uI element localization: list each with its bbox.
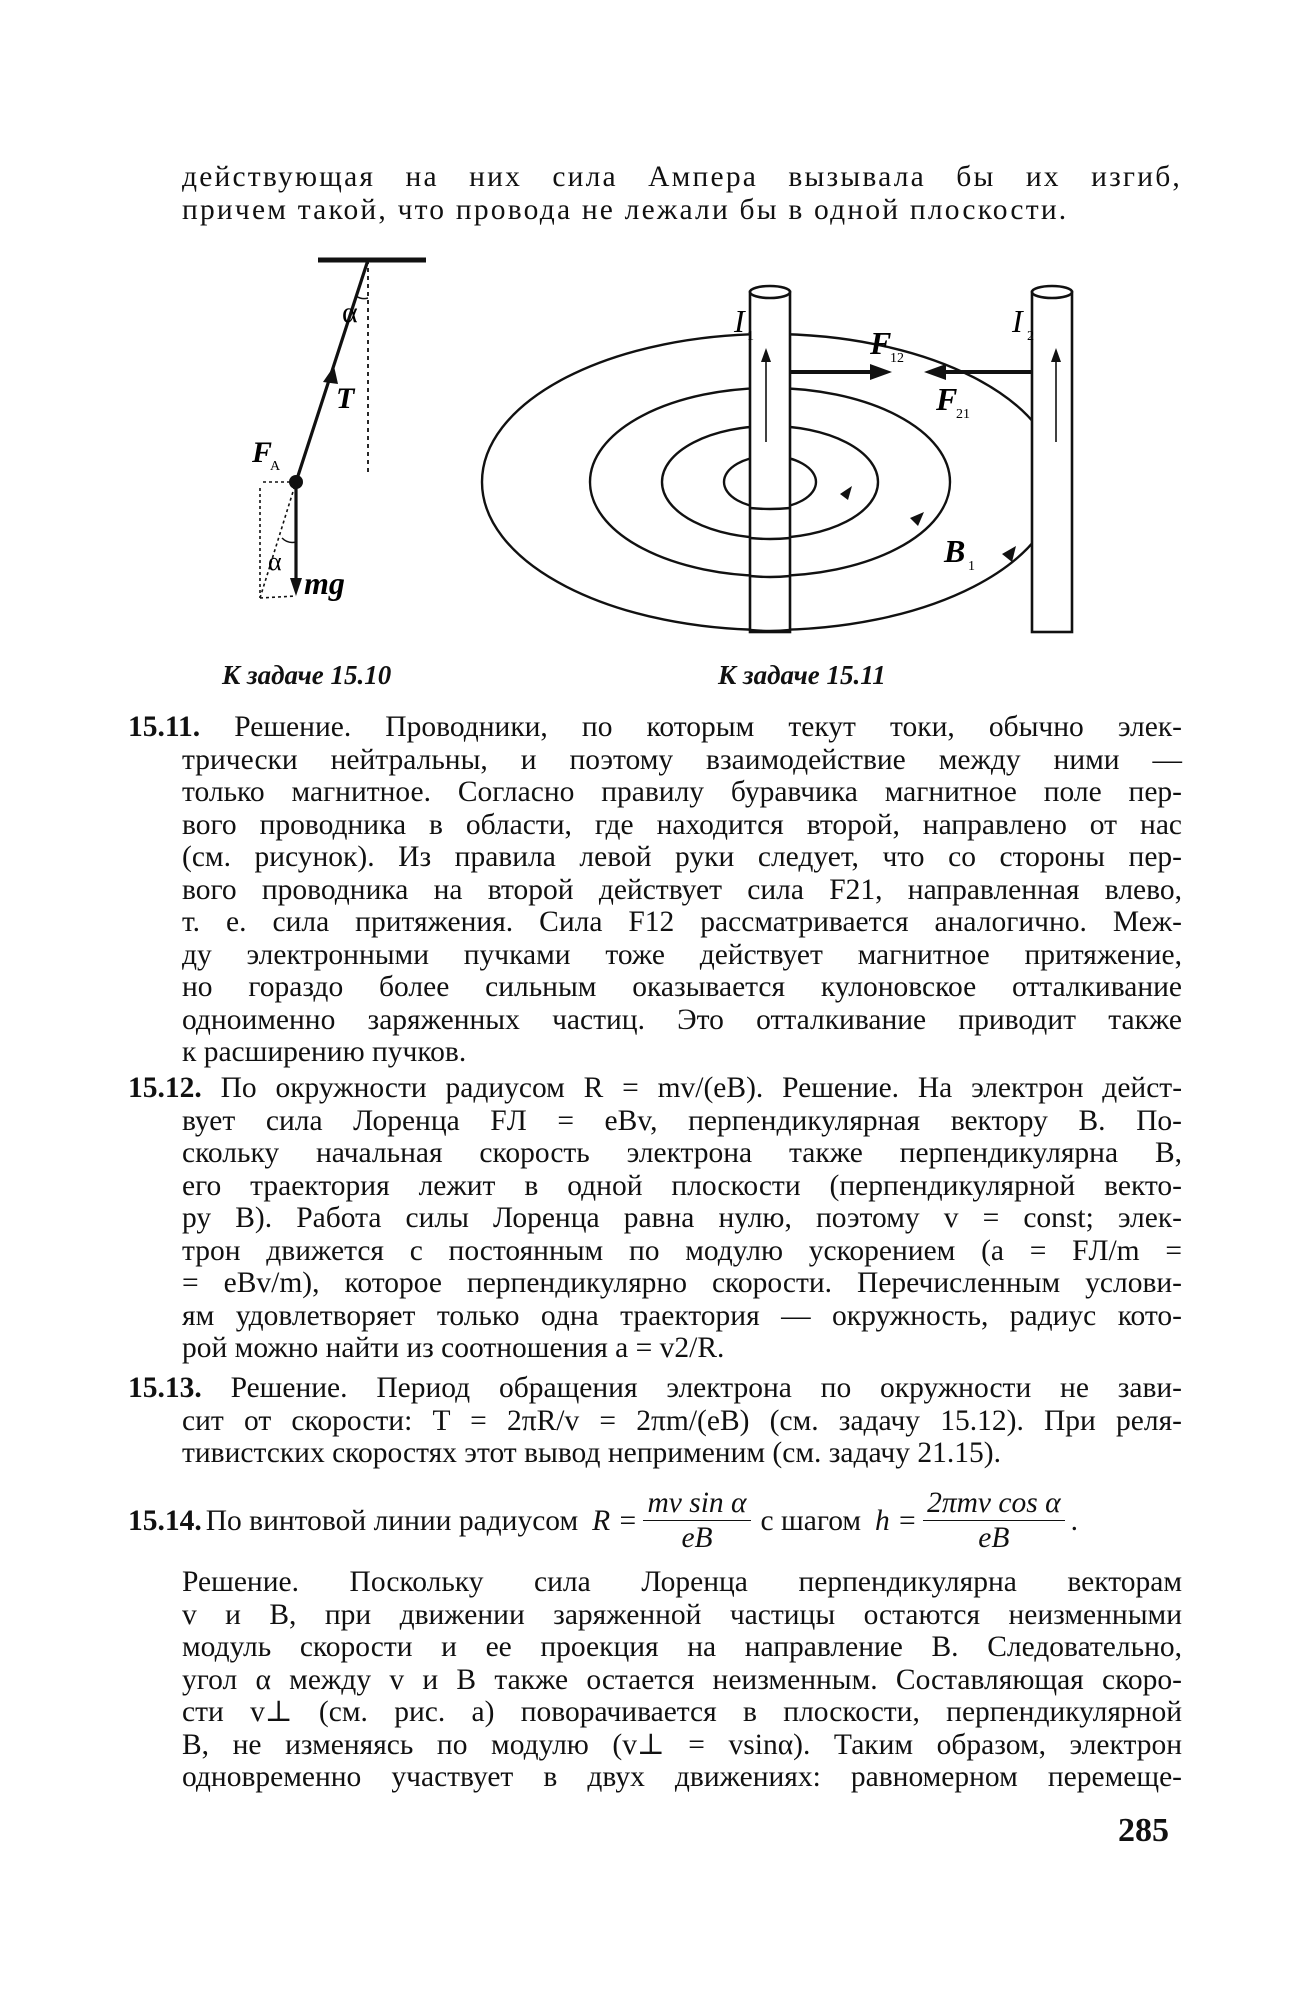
- problem-15-14-number: 15.14.: [128, 1504, 202, 1537]
- field-line-3-front: [750, 576, 790, 577]
- formula-h-lhs: h =: [875, 1504, 918, 1537]
- problem-15-12-line-7: = eBv/m), которое перпендикулярно скорости. Перечисленным услови-: [182, 1267, 1182, 1299]
- problem-15-14-line-6: B, не изменяясь по модулю (v⊥ = vsinα). Таким образом, электрон: [182, 1728, 1182, 1761]
- conductor-2: [1032, 292, 1072, 632]
- problem-15-11-line-4: вого проводника в области, где находится второй, направлено от нас: [182, 808, 1182, 841]
- problem-15-12-number: 15.12.: [128, 1072, 202, 1104]
- problem-15-11-line-10: одноименно заряженных частиц. Это отталкивание приводит также: [182, 1003, 1182, 1036]
- problem-15-12-line-3: скольку начальная скорость электрона также перпендикулярна B,: [182, 1137, 1182, 1169]
- problem-15-11-line-9: но гораздо более сильным оказывается кулоновское отталкивание: [182, 971, 1182, 1003]
- conductor-1: [750, 292, 790, 632]
- formula-r-fraction: [643, 1486, 750, 1555]
- problem-15-11-number: 15.11.: [128, 711, 201, 743]
- alpha-arc-top: [356, 296, 368, 299]
- problem-15-12: [128, 1072, 1182, 1365]
- label-force-12: F: [870, 325, 892, 361]
- field-line-2-front: [750, 538, 790, 539]
- label-field-sub: 1: [968, 559, 975, 574]
- problem-15-14-header-line: [128, 1486, 1078, 1555]
- intro-line-2: причем такой, что провода не лежали бы в одной плоскости.: [182, 193, 1069, 226]
- gravity-arrowhead: [290, 578, 302, 596]
- label-field: B: [944, 533, 966, 569]
- problem-15-13-number: 15.13.: [128, 1372, 202, 1404]
- label-force-21: F: [936, 381, 958, 417]
- alpha-arc-bottom: [282, 538, 296, 543]
- label-current-1-sub: 1: [747, 329, 754, 344]
- label-force-21-sub: 21: [956, 407, 970, 422]
- dashed-bottom: [260, 596, 296, 598]
- problem-15-11-line-8: ду электронными пучками тоже действует магнитное притяжение,: [182, 938, 1182, 971]
- formula-h-denominator: eB: [978, 1522, 1010, 1554]
- formula-r-numerator: mv sin α: [643, 1486, 750, 1521]
- problem-15-11-line-6: вого проводника на второй действует сила F21, направленная влево,: [182, 873, 1182, 906]
- label-tension: T: [336, 382, 355, 415]
- problem-15-12-line-9: рой можно найти из соотношения a = v2/R.: [182, 1332, 725, 1364]
- conductor-2-top: [1032, 286, 1072, 298]
- label-current-1: I: [734, 303, 745, 339]
- problem-15-14-line-4: угол α между v и B также остается неизменным. Составляющая скоро-: [182, 1663, 1182, 1696]
- label-current-2-sub: 2: [1027, 329, 1034, 344]
- label-alpha-bottom: α: [268, 547, 282, 576]
- problem-15-12-line-2: вует сила Лоренца FЛ = eBv, перпендикулярная вектору B. По-: [182, 1104, 1182, 1137]
- label-force-12-sub: 12: [890, 351, 904, 366]
- problem-15-12-line-1: 15.12. По окружности радиусом R = mv/(eB). Решение. На электрон дейст-: [128, 1072, 1183, 1104]
- caption-figure-15-10: К задаче 15.10: [222, 660, 392, 690]
- page-number: 285: [1118, 1812, 1169, 1849]
- problem-15-14-step-text: с шагом: [760, 1504, 862, 1537]
- problem-15-11-line-11: к расширению пучков.: [182, 1036, 467, 1068]
- dashed-diagonal: [260, 482, 296, 598]
- problem-15-12-line-8: ям удовлетворяет только одна траектория — окружность, радиус кото-: [182, 1299, 1182, 1332]
- problem-15-11-line-5: (см. рисунок). Из правила левой руки следует, что со стороны пер-: [182, 841, 1182, 873]
- field-line-1-front: [750, 508, 790, 509]
- problem-15-14-line-7: одновременно участвует в двух движениях: равномерном перемеще-: [182, 1761, 1182, 1793]
- problem-15-13-line-1: 15.13. Решение. Период обращения электрона по окружности не зави-: [128, 1372, 1182, 1404]
- label-ampere-force-sub: А: [270, 459, 281, 474]
- label-gravity: mg: [304, 565, 345, 601]
- problem-15-11-line-1: 15.11. Решение. Проводники, по которым текут токи, обычно элек-: [128, 711, 1182, 743]
- problem-15-14-line-3: модуль скорости и ее проекция на направление B. Следовательно,: [182, 1631, 1182, 1663]
- problem-15-14-lead: По винтовой линии радиусом: [205, 1504, 579, 1537]
- problem-15-14-line-5: сти v⊥ (см. рис. а) поворачивается в плоскости, перпендикулярной: [182, 1696, 1182, 1728]
- formula-end: .: [1070, 1504, 1078, 1537]
- problem-15-12-line-4: его траектория лежит в одной плоскости (перпендикулярной векто-: [182, 1169, 1182, 1202]
- caption-figure-15-11: К задаче 15.11: [718, 660, 886, 690]
- problem-15-12-line-6: трон движется с постоянным по модулю ускорением (a = FЛ/m =: [182, 1234, 1182, 1267]
- force-21-arrowhead: [924, 364, 946, 380]
- problem-15-14-line-2: v и B, при движении заряженной частицы остаются неизменными: [182, 1598, 1182, 1631]
- formula-r-lhs: R =: [592, 1504, 638, 1537]
- field-arrow-2: [910, 512, 924, 526]
- figure-15-11: [462, 272, 1102, 652]
- conductor-1-top: [750, 286, 790, 298]
- intro-line-1: действующая на них сила Ампера вызывала бы их изгиб,: [182, 161, 1182, 193]
- label-current-2: I: [1012, 303, 1023, 339]
- field-line-4-front: [750, 630, 790, 631]
- formula-r-denominator: eB: [681, 1522, 713, 1554]
- problem-15-11-line-3: только магнитное. Согласно правилу буравчика магнитное поле пер-: [182, 776, 1182, 808]
- label-alpha-top: α: [342, 296, 358, 329]
- problem-15-13-line-2: сит от скорости: T = 2πR/v = 2πm/(eB) (см. задачу 15.12). При реля-: [182, 1404, 1182, 1437]
- problem-15-11-line-7: т. е. сила притяжения. Сила F12 рассматривается аналогично. Меж-: [182, 906, 1182, 938]
- problem-15-14-header: [128, 1486, 1182, 1555]
- problem-15-13: [128, 1372, 1182, 1470]
- formula-h-fraction: [923, 1486, 1065, 1555]
- problem-15-12-line-5: ру B). Работа силы Лоренца равна нулю, поэтому v = const; элек-: [182, 1202, 1182, 1234]
- problem-15-11-line-2: трически нейтральны, и поэтому взаимодействие между ними —: [182, 743, 1182, 776]
- label-ampere-force: F: [252, 436, 273, 469]
- intro-paragraph: [182, 161, 1182, 226]
- problem-15-13-line-3: тивистских скоростях этот вывод неприменим (см. задачу 21.15).: [182, 1437, 1001, 1469]
- formula-h-numerator: 2πmv cos α: [923, 1486, 1065, 1521]
- force-12-arrowhead: [870, 364, 892, 380]
- problem-15-11: [128, 711, 1182, 1069]
- figure-15-10: [230, 248, 450, 628]
- problem-15-14-line-1: Решение. Поскольку сила Лоренца перпендикулярна векторам: [182, 1566, 1182, 1598]
- problem-15-14-body: [128, 1566, 1182, 1794]
- field-arrow-1: [840, 486, 852, 500]
